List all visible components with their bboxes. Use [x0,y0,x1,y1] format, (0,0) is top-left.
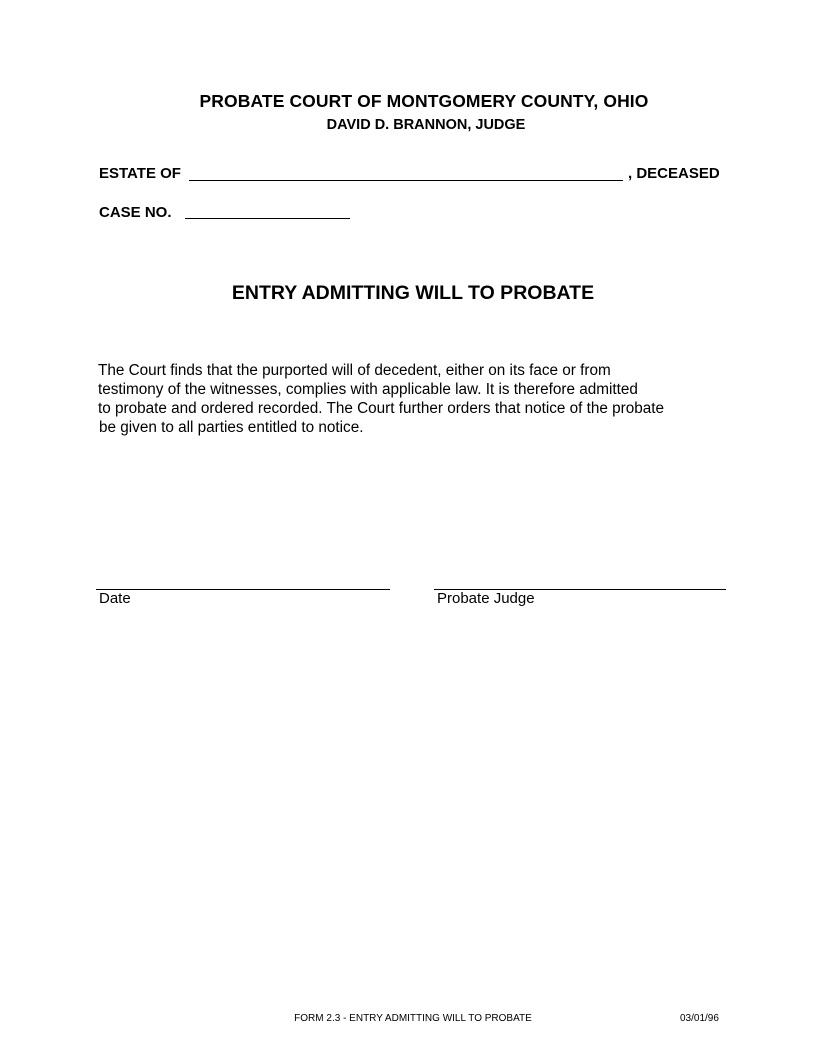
body-text-line: to probate and ordered recorded. The Court further orders that notice of the probate [98,400,665,417]
document-title: ENTRY ADMITTING WILL TO PROBATE [231,282,595,304]
footer-revision-date: 03/01/96 [680,1013,719,1024]
body-text-line: be given to all parties entitled to notice. [99,419,364,436]
body-text-line: The Court finds that the purported will of decedent, either on its face or from [98,362,611,379]
body-text-line: testimony of the witnesses, complies with applicable law. It is therefore admitted [98,381,638,398]
date-label: Date [99,590,131,607]
estate-of-label: ESTATE OF [99,165,181,182]
date-signature-line[interactable] [96,589,390,590]
deceased-label: , DECEASED [628,165,720,182]
judge-name-subheading: DAVID D. BRANNON, JUDGE [326,117,526,133]
probate-judge-label: Probate Judge [437,590,535,607]
case-number-field[interactable] [185,218,350,219]
court-name-heading: PROBATE COURT OF MONTGOMERY COUNTY, OHIO [199,91,649,111]
case-number-label: CASE NO. [99,204,172,221]
estate-name-field[interactable] [189,180,623,181]
footer-form-label: FORM 2.3 - ENTRY ADMITTING WILL TO PROBATE [294,1013,532,1024]
